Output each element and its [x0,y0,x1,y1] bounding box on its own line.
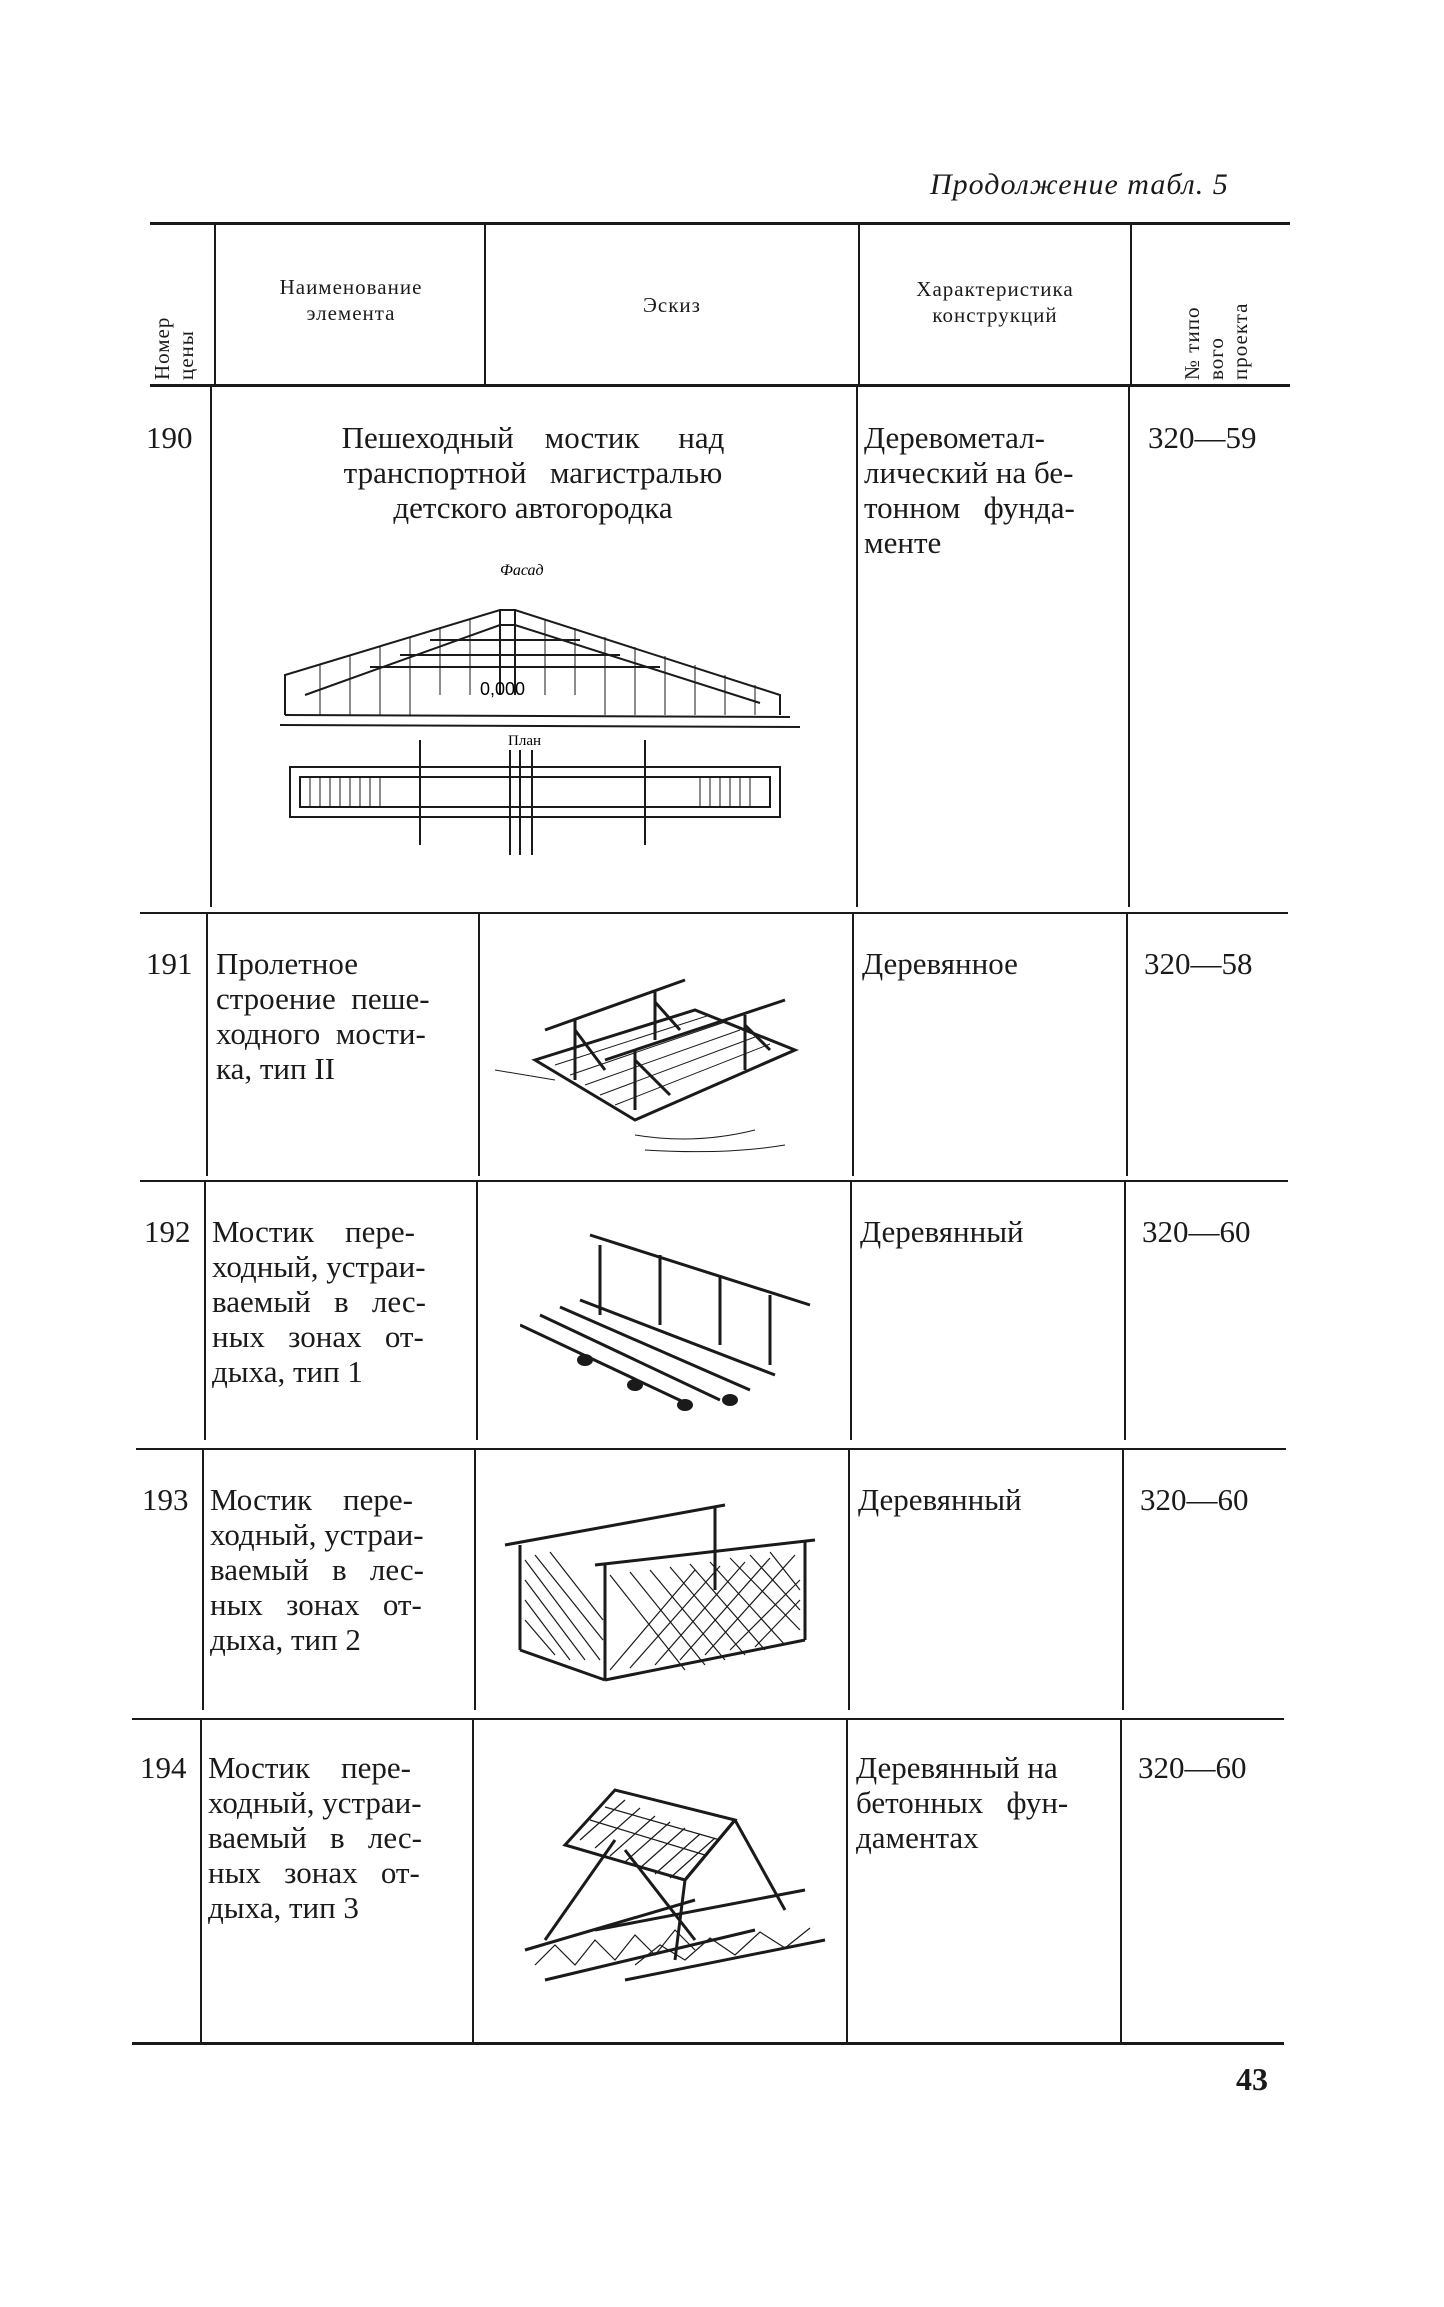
row-characteristic: Деревянный [858,1482,1022,1517]
row-separator [140,912,1288,914]
header-col-project [1180,303,1252,381]
row-name [216,946,478,1086]
row-characteristic [864,420,1126,560]
row-divider [476,1182,478,1440]
header-col-characteristic-line1: Характеристика [916,277,1074,301]
row-characteristic-line: даментах [856,1820,979,1855]
plan-drawing [290,740,780,855]
header-bottom-rule [150,384,1290,387]
row-name-line: Мостик пере- [212,1214,415,1249]
sketch-bridge-191 [495,970,835,1160]
header-col-number-line2: цены [174,330,198,380]
row-name-line: дыха, тип 1 [212,1354,363,1389]
row-name-line: ных зонах от- [208,1855,420,1890]
row-name-line: дыха, тип 2 [210,1622,361,1657]
page-number: 43 [1236,2061,1268,2097]
row-name-line: дыха, тип 3 [208,1890,359,1925]
row-name-line: ваемый в лес- [210,1552,425,1587]
header-col-project-line3: проекта [1228,302,1252,380]
row-characteristic-line: тонном фунда- [864,490,1075,525]
row-name-line: транспортной магистралью [343,455,723,490]
row-name-line: строение пеше- [216,981,430,1016]
header-divider [858,225,860,385]
row-divider [210,387,212,907]
sketch-bridge-192 [520,1215,820,1415]
row-divider [204,1182,206,1440]
row-name-line: ходного мости- [216,1016,426,1051]
row-divider [206,914,208,1176]
row-name [212,1214,474,1389]
header-col-project-line2: вого [1204,337,1228,380]
row-project: 320—58 [1144,946,1253,981]
row-name-line: ных зонах от- [210,1587,422,1622]
row-name [208,1750,470,1925]
table-caption: Продолжение табл. 5 [930,168,1229,201]
header-col-sketch: Эскиз [643,293,701,317]
row-divider [850,1182,852,1440]
row-number: 190 [146,420,193,455]
facade-drawing [280,610,800,727]
row-characteristic-line: менте [864,525,942,560]
row-number: 194 [140,1750,187,1785]
row-characteristic-line: Деревянный на [856,1750,1058,1785]
header-divider [214,225,216,385]
header-col-name-line1: Наименование [279,275,423,299]
sketch-bridge-193 [495,1500,835,1690]
row-divider [202,1450,204,1710]
row-name-line: ка, тип II [216,1051,335,1086]
row-name [210,1482,472,1657]
row-divider [846,1720,848,2042]
row-number: 191 [146,946,193,981]
row-divider [200,1720,202,2042]
row-separator [136,1448,1286,1450]
header-col-characteristic-line2: конструкций [932,303,1058,327]
row-name-line: ходный, устраи- [212,1249,426,1284]
row-separator [132,1718,1284,1720]
row-name-line: ходный, устраи- [208,1785,422,1820]
row-characteristic-line: Деревометал- [864,420,1046,455]
row-divider [474,1450,476,1710]
row-divider [852,914,854,1176]
row-number: 193 [142,1482,189,1517]
row-number: 192 [144,1214,191,1249]
row-characteristic: Деревянное [862,946,1018,981]
sketch-label-plan: План [508,733,542,749]
row-name-line: Мостик пере- [208,1750,411,1785]
row-name-line: Пролетное [216,946,358,981]
row-project: 320—60 [1142,1214,1251,1249]
sketch-bridge-194 [495,1780,835,2020]
row-name-line: детского автогородка [393,490,673,525]
header-col-number [150,317,198,380]
row-project: 320—59 [1148,420,1257,455]
row-name-line: ных зонах от- [212,1319,424,1354]
sketch-overpass-190 [280,555,800,865]
row-name-line: ваемый в лес- [208,1820,423,1855]
row-project: 320—60 [1140,1482,1249,1517]
row-name-line: Пешеходный мостик над [341,420,725,455]
row-characteristic [856,1750,1120,1855]
row-divider [478,914,480,1176]
sketch-label-facade: Фасад [500,562,544,579]
sketch-label-level: 0,000 [480,679,526,699]
row-divider [1122,1450,1124,1710]
header-col-number-line1: Номер [150,316,174,380]
row-characteristic: Деревянный [860,1214,1024,1249]
row-name-line: ваемый в лес- [212,1284,427,1319]
plan-hatching [310,777,750,807]
table-top-rule [150,222,1290,225]
row-name-line: ходный, устраи- [210,1517,424,1552]
row-divider [1124,1182,1126,1440]
header-divider [484,225,486,385]
header-col-characteristic [864,276,1126,328]
row-characteristic-line: бетонных фун- [856,1785,1069,1820]
row-divider [1128,387,1130,907]
row-name-line: Мостик пере- [210,1482,413,1517]
row-name [268,420,798,525]
header-divider [1130,225,1132,385]
row-project: 320—60 [1138,1750,1247,1785]
row-separator [140,1180,1288,1182]
row-characteristic-line: лический на бе- [864,455,1074,490]
header-col-name-line2: элемента [306,301,396,325]
row-divider [1126,914,1128,1176]
row-divider [848,1450,850,1710]
row-divider [472,1720,474,2042]
header-col-project-line1: № типо [1180,306,1204,380]
row-divider [1120,1720,1122,2042]
header-col-name [222,274,480,326]
table-bottom-rule [132,2042,1284,2045]
row-divider [856,387,858,907]
